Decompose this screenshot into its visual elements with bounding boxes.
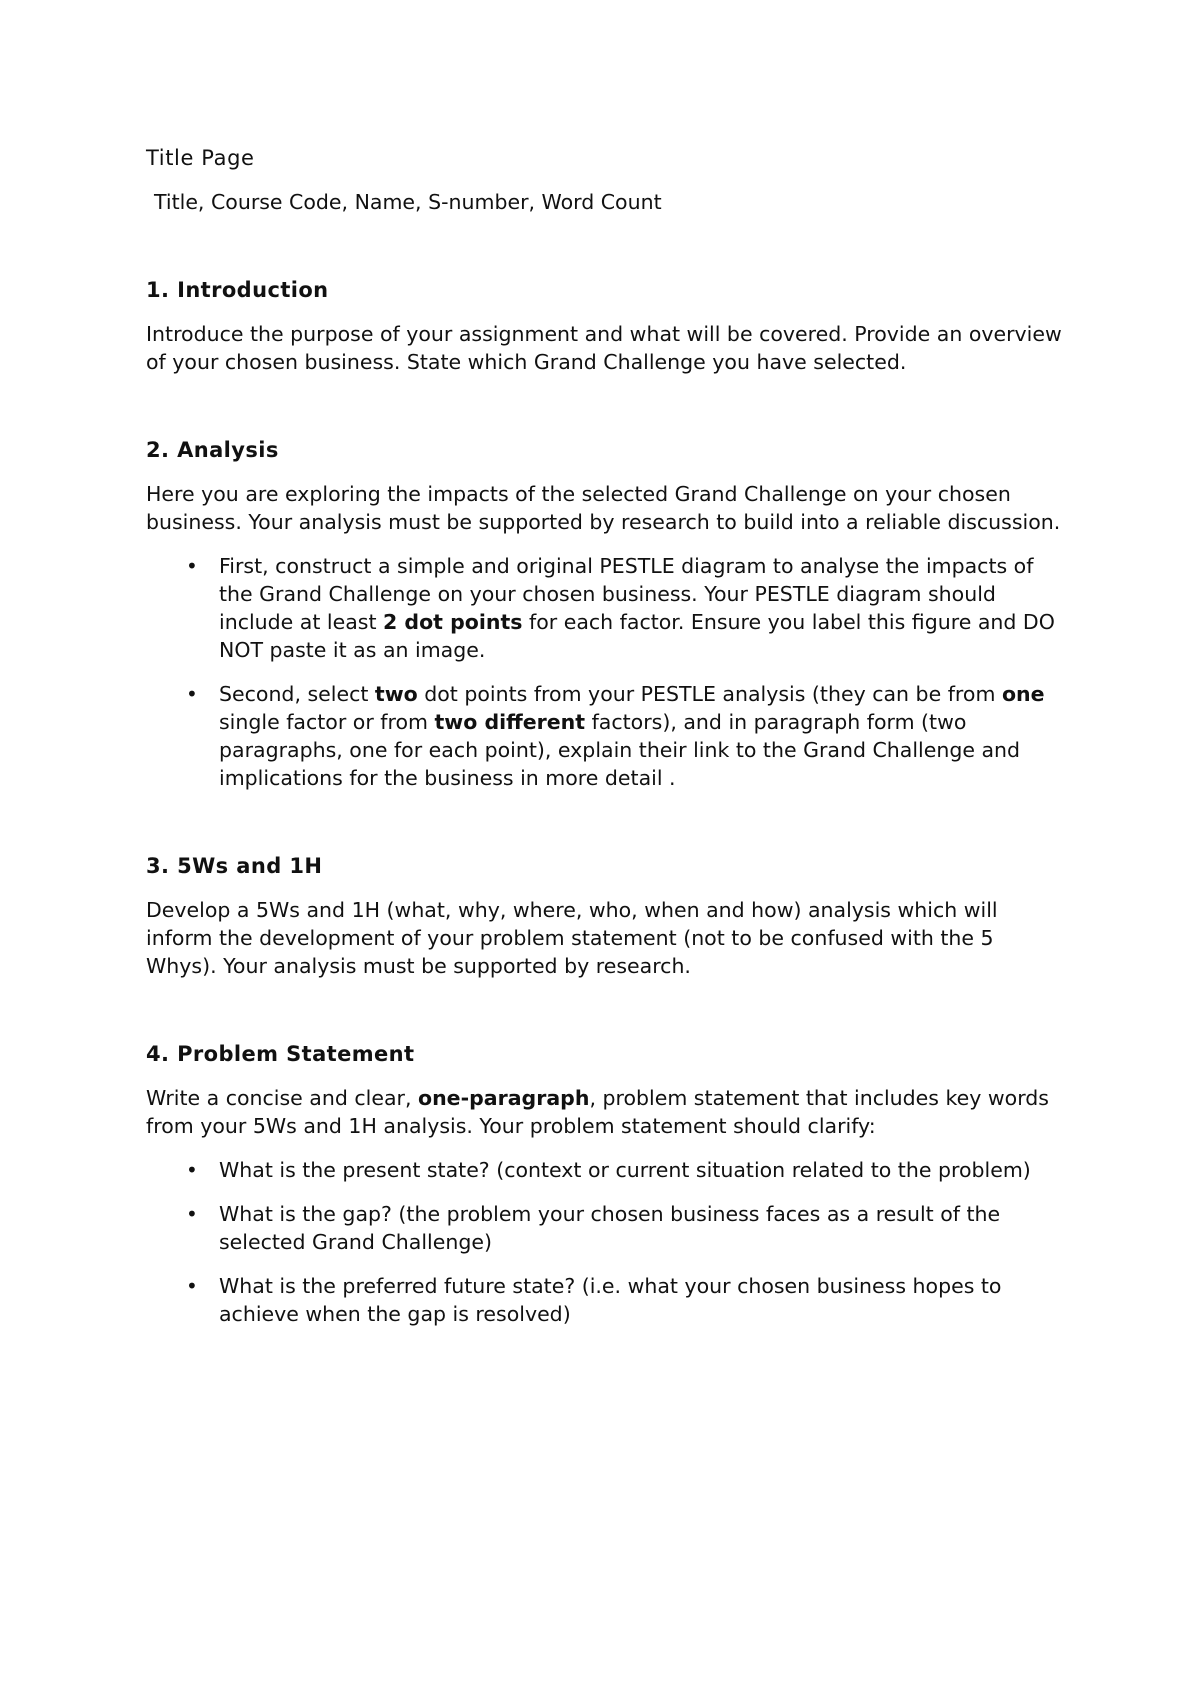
bullet-text: What is the present state? (context or current situation related to the problem): [219, 1158, 1031, 1182]
analysis-bullet-list: [146, 552, 1066, 792]
analysis-body: Here you are exploring the impacts of the selected Grand Challenge on your chosen business. Your analysis must be supported by research to build into a reliable discussion.: [146, 482, 1061, 534]
bullet-emphasis: 2 dot points: [383, 610, 523, 634]
introduction-body: Introduce the purpose of your assignment and what will be covered. Provide an overview of your chosen business. State which Grand Challenge you have selected.: [146, 322, 1062, 374]
problem-statement-body: [146, 1084, 1066, 1140]
bullet-icon: •: [186, 1202, 198, 1226]
introduction-heading: 1. Introduction: [146, 278, 329, 302]
introduction-section: [146, 276, 1066, 376]
problem-bullet-gap: [146, 1200, 1066, 1256]
bullet-text: What is the preferred future state? (i.e. what your chosen business hopes to achieve when the gap is resolved): [219, 1274, 1002, 1326]
bullet-text: What is the gap? (the problem your chosen business faces as a result of the selected Grand Challenge): [219, 1202, 1001, 1254]
problem-statement-bullet-list: [146, 1156, 1066, 1328]
title-page-section: [146, 144, 1066, 216]
document-body: [146, 144, 1066, 1328]
title-page-fields: Title, Course Code, Name, S-number, Word Count: [154, 190, 662, 214]
body-text: Write a concise and clear,: [146, 1086, 418, 1110]
bullet-icon: •: [186, 682, 198, 706]
problem-bullet-present-state: [146, 1156, 1066, 1184]
problem-bullet-future-state: [146, 1272, 1066, 1328]
problem-statement-heading: 4. Problem Statement: [146, 1042, 415, 1066]
bullet-text: factors), and in paragraph form (two paragraphs, one for each point), explain their link to the Grand Challenge and implications for the business in more detail .: [219, 710, 1021, 790]
five-ws-section: [146, 852, 1066, 980]
bullet-text: Second, select: [219, 682, 375, 706]
title-page-heading: Title Page: [146, 146, 255, 170]
bullet-text: single factor or from: [219, 710, 435, 734]
five-ws-heading: 3. 5Ws and 1H: [146, 854, 323, 878]
bullet-text: dot points from your PESTLE analysis (they can be from: [417, 682, 1002, 706]
bullet-icon: •: [186, 1274, 198, 1298]
five-ws-body: Develop a 5Ws and 1H (what, why, where, who, when and how) analysis which will inform the development of your problem statement (not to be confused with the 5 Whys). Your analysis must be supported by research.: [146, 898, 998, 978]
bullet-emphasis: one: [1001, 682, 1045, 706]
problem-statement-section: [146, 1040, 1066, 1328]
body-text: , problem statement that includes key words from your 5Ws and 1H analysis. Your problem statement should clarify:: [146, 1086, 1049, 1138]
bullet-icon: •: [186, 554, 198, 578]
bullet-emphasis: two different: [434, 710, 586, 734]
analysis-section: [146, 436, 1066, 792]
analysis-bullet-paragraphs: [146, 680, 1066, 792]
bullet-text: for each factor. Ensure you label this figure and DO NOT paste it as an image.: [219, 610, 1055, 662]
bullet-icon: •: [186, 1158, 198, 1182]
bullet-emphasis: two: [374, 682, 418, 706]
analysis-heading: 2. Analysis: [146, 438, 279, 462]
analysis-bullet-pestle: [146, 552, 1066, 664]
body-emphasis: one-paragraph: [418, 1086, 590, 1110]
bullet-text: First, construct a simple and original PESTLE diagram to analyse the impacts of the Grand Challenge on your chosen business. Your PESTLE diagram should include at least: [219, 554, 1034, 634]
